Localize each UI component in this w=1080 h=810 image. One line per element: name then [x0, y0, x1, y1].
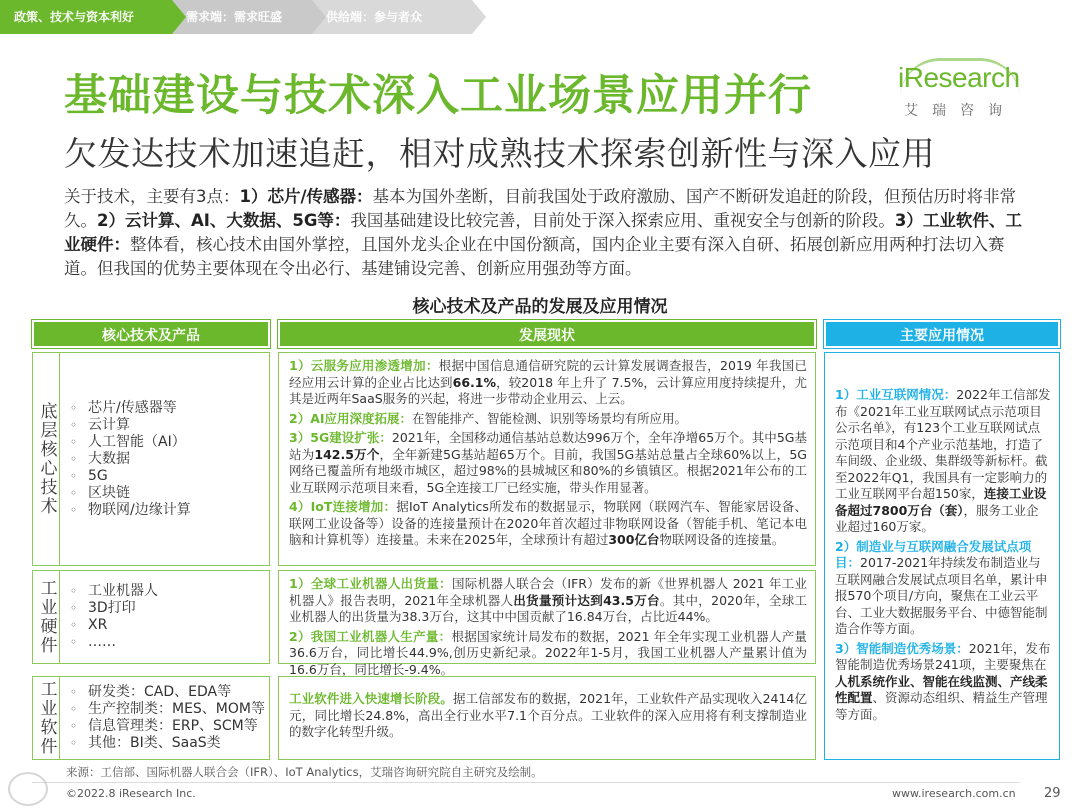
app-bold: 人机系统作业、智能在线监测、产线柔性配置: [835, 673, 1048, 705]
logo-word: iResearch: [898, 62, 1020, 93]
app-text: 、资源动态组织、精益生产管理等方面。: [835, 690, 1048, 722]
dev-cloud-heading: 1）云服务应用渗透增加：: [289, 358, 439, 373]
list-item: ◦ 3D打印: [70, 600, 269, 617]
app-text: 2022年工信部发布《2021年工业互联网试点示范项目公示名单》，有123个工业互联网试点示范项目和4个产业示范基地，打造了车间级、企业级、集群级等新标杆。截至2022年Q1，我国具有一定影响力的工业互联网平台超150家，: [835, 387, 1051, 501]
row-label-software: 工业软件: [32, 676, 60, 760]
dev-hardware: [278, 570, 816, 677]
intro-text-3: 我国基础建设比较完善，目前处于深入探索应用、重视安全与创新的阶段。: [350, 211, 895, 230]
app-smart-manufacturing: [835, 641, 1051, 724]
core-tech-list: [60, 352, 270, 566]
dev-text: 物联网设备的连接量。: [659, 532, 785, 547]
intro-bold-3: 3）工业软件、工业硬件：: [64, 211, 1022, 254]
dev-ai: [289, 411, 807, 428]
app-text: ，服务工业企业超过160万家。: [835, 502, 1039, 534]
header-dev: 发展现状: [278, 320, 816, 348]
dev-text: ，较2018 年上升了 7.5%，云计算应用度持续提升，尤其是近两年SaaS服务的兴起，将进一步带动企业用云、上云。: [289, 374, 807, 406]
website-link[interactable]: www.iresearch.com.cn: [892, 787, 1016, 800]
list-item: ◦ 其他：BI类、SaaS类: [70, 735, 269, 752]
intro-text-4: 整体看，核心技术由国外掌控，且国外龙头企业在中国份额高，国内企业主要有深入自研、拓展创新应用两种打法切入赛道。但我国的优势主要体现在令出必行、基建铺设完善、创新应用强劲等方面。: [64, 235, 1005, 278]
list-item: ◦ 人工智能（AI）: [70, 434, 269, 451]
dev-bold: 300亿台: [608, 532, 660, 547]
source-note: 来源：工信部、国际机器人联合会（IFR）、IoT Analytics，艾瑞咨询研究院自主研究及绘制。: [66, 765, 543, 779]
header-app: 主要应用情况: [824, 320, 1060, 348]
dev-bold: 142.5万个: [314, 446, 380, 462]
list-item: ◦ 信息管理类：ERP、SCM等: [70, 718, 269, 735]
row-label-core-tech: 底层核心技术: [32, 352, 60, 566]
footer-divider: [32, 782, 1020, 783]
dev-text: ，全年新建5G基站超65万个。目前，我国5G基站总量占全球60%以上，5G网络已覆盖所有地级市城区，超过98%的县城城区和80%的乡镇镇区。根据2021年公布的工业互联网示范项目来看，5G全连接工厂已经实施，带头作用显著。: [289, 446, 807, 495]
dev-software: [278, 676, 816, 760]
intro-bold-2: 2）云计算、AI、大数据、5G等：: [97, 211, 351, 230]
software-list: [60, 676, 270, 760]
iresearch-logo: [898, 58, 1028, 124]
app-text: 2017-2021年持续发布制造业与互联网融合发展试点项目名单，累计申报570个项目/方向，聚焦在工业云平台、工业大数据服务平台、中德智能制造合作等方面。: [835, 555, 1048, 636]
dev-bold: 出货量预计达到43.5万台: [513, 592, 660, 608]
dev-iot-heading: 4）IoT连接增加：: [289, 499, 397, 514]
dev-robot-shipment: [289, 576, 807, 626]
intro-text-2: 基本为国外垄断，目前我国处于政府激励、国产不断研发追赶的阶段，但预估历时将非常久。: [64, 187, 1017, 230]
list-item: ◦ 芯片/传感器等: [70, 400, 269, 417]
tab-supply[interactable]: 供给端：参与者众: [312, 0, 472, 34]
dev-iot: [289, 499, 807, 549]
section-tabs: [0, 0, 472, 34]
list-item: ◦ 工业机器人: [70, 583, 269, 600]
list-item: ◦ ……: [70, 634, 269, 651]
dev-text: 国际机器人联合会（IFR）发布的新《世界机器人 2021 年工业机器人》报告表明，2021年全球机器人: [289, 576, 807, 608]
watermark-icon: [8, 772, 48, 806]
dev-5g-heading: 3）5G建设扩张：: [289, 430, 392, 445]
dev-text: 根据国家统计局发布的数据，2021 年全年实现工业机器人产量36.6万台，同比增长44.9%,创历史新纪录。2022年1-5月，我国工业机器人产量累计值为16.6万台，同比增长-9.4%。: [289, 628, 807, 677]
list-item: ◦ XR: [70, 617, 269, 634]
list-item: ◦ 区块链: [70, 485, 269, 502]
dev-robot-shipment-heading: 1）全球工业机器人出货量：: [289, 576, 452, 591]
header-core: 核心技术及产品: [32, 320, 270, 348]
intro-bold-1: 1）芯片/传感器：: [239, 187, 373, 206]
list-item: ◦ 物联网/边缘计算: [70, 502, 269, 519]
app-heading: 3）智能制造优秀场景：: [835, 640, 969, 656]
dev-cloud: [289, 358, 807, 408]
dev-5g: [289, 430, 807, 496]
app-heading: 2）制造业与互联网融合发展试点项目：: [835, 538, 1032, 570]
dev-robot-production-heading: 2）我国工业机器人生产量：: [289, 628, 452, 644]
intro-text-1: 关于技术，主要有3点：: [64, 187, 240, 206]
tab-demand[interactable]: 需求端：需求旺盛: [172, 0, 312, 34]
dev-text: 据工信部发布的数据，2021年，工业软件产品实现收入2414亿元，同比增长24.8%，高出全行业水平7.1个百分点。工业软件的深入应用将有利支撑制造业的数字化转型升级。: [289, 691, 807, 739]
dev-bold: 66.1%: [452, 374, 497, 390]
dev-core-tech: [278, 352, 816, 566]
hardware-list: [60, 570, 270, 664]
dev-text: 据IoT Analytics所发布的数据显示，物联网（联网汽车、智能家居设备、联网工业设备等）设备的连接量预计在2020年首次超过非物联网设备（智能手机、笔记本电脑和计算机等）连接量。未来在2025年，全球预计有超过: [289, 499, 807, 547]
app-heading: 1）工业互联网情况：: [835, 387, 957, 402]
page-title: 基础建设与技术深入工业场景应用并行: [64, 71, 812, 121]
list-item: ◦ 生产控制类：MES、MOM等: [70, 701, 269, 718]
list-item: ◦ 大数据: [70, 451, 269, 468]
dev-text: 2021年，全国移动通信基站总数达996万个，全年净增65万个。其中5G基站为: [289, 430, 808, 462]
dev-ai-heading: 2）AI应用深度拓展：: [289, 410, 413, 426]
copyright: ©2022.8 iResearch Inc.: [66, 787, 196, 800]
list-item: ◦ 5G: [70, 468, 269, 485]
app-bold: 连接工业设备超过7800万台（套）: [835, 486, 1047, 518]
app-text: 2021年，发布智能制造优秀场景241项，主要聚焦在: [835, 640, 1051, 672]
app-fusion-projects: [835, 539, 1051, 638]
dev-text: 在智能排产、智能检测、识别等场景均有所应用。: [412, 410, 688, 426]
dev-text: 根据中国信息通信研究院的云计算发展调查报告，2019 年我国已经应用云计算的企业占比达到: [289, 358, 807, 390]
dev-robot-production: [289, 629, 807, 679]
app-industrial-internet: [835, 387, 1051, 536]
list-item: ◦ 研发类：CAD、EDA等: [70, 684, 269, 701]
row-label-hardware: 工业硬件: [32, 570, 60, 664]
logo-cn: 艾瑞咨询: [904, 103, 1016, 119]
table-title: 核心技术及产品的发展及应用情况: [412, 297, 668, 317]
dev-text: 。其中，2020年，全球工业机器人的出货量为38.3万台，这其中中国贡献了16.84万台，占比近44%。: [289, 592, 808, 624]
dev-software-growth: [289, 691, 807, 741]
page-subtitle: 欠发达技术加速追赶，相对成熟技术探索创新性与深入应用: [64, 134, 935, 173]
list-item: ◦ 云计算: [70, 417, 269, 434]
application-column: [824, 352, 1060, 760]
intro-paragraph: [64, 185, 1036, 281]
tab-policy[interactable]: 政策、技术与资本利好: [0, 0, 172, 34]
page-number: 29: [1044, 786, 1061, 801]
dev-software-heading: 工业软件进入快速增长阶段。: [289, 691, 454, 706]
